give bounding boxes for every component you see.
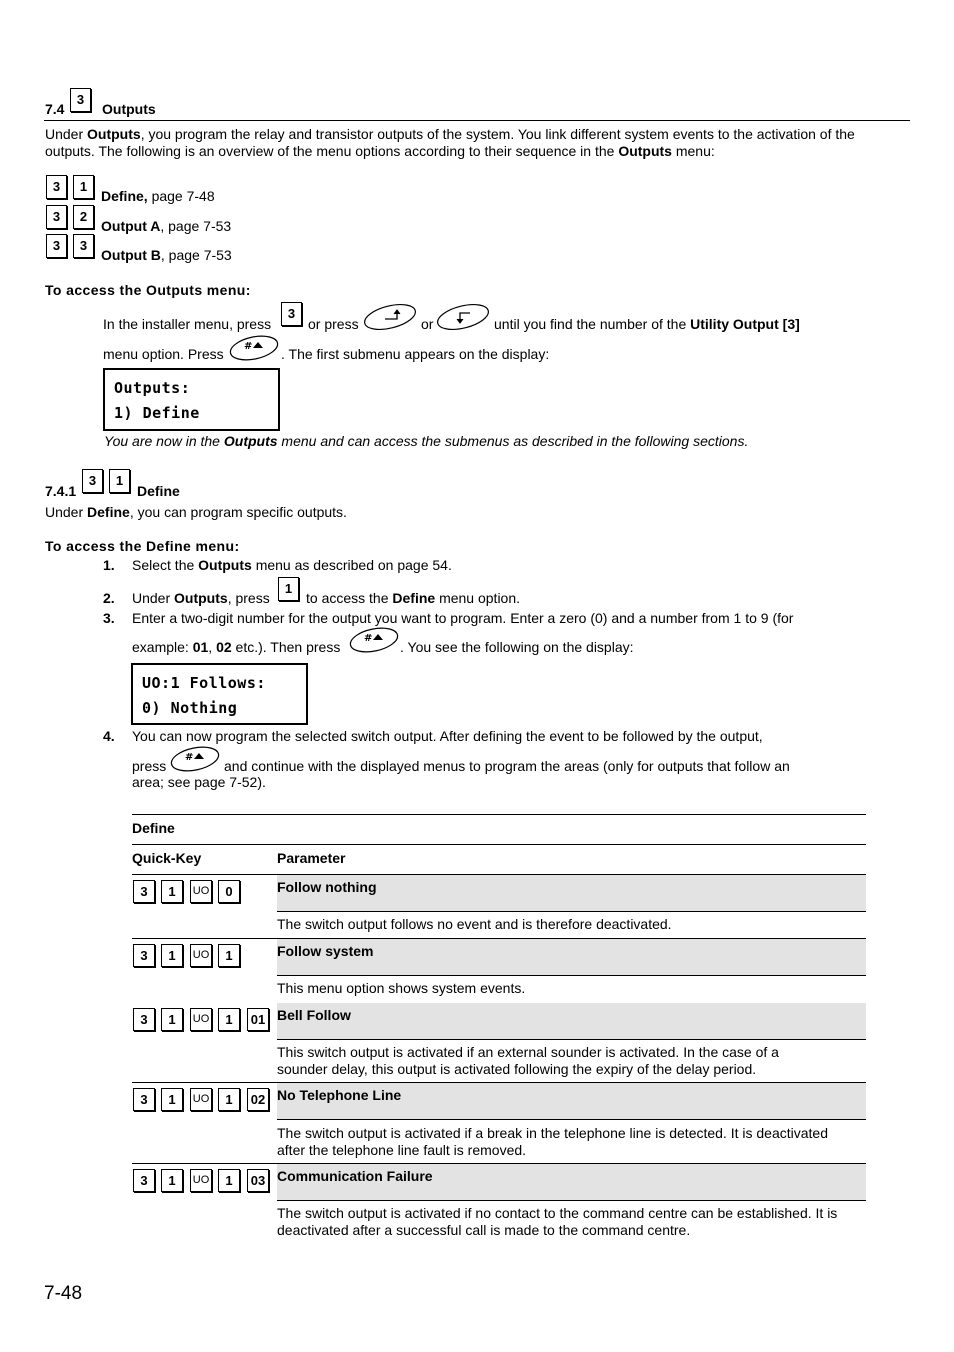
- quick-key: 1: [161, 1008, 183, 1031]
- access-define-heading: To access the Define menu:: [45, 538, 240, 554]
- note-bold: Outputs: [223, 433, 278, 449]
- parameter-name: [277, 939, 866, 975]
- step-text: . You see the following on the display:: [400, 639, 634, 655]
- parameter-description: [277, 980, 862, 997]
- instruction-bold: Utility Output [3]: [690, 316, 800, 332]
- quick-key: 0: [218, 880, 240, 903]
- description-line: The switch output is activated if a break in the telephone line is detected. It is deactivated: [277, 1125, 828, 1141]
- step-text: press: [132, 758, 167, 774]
- svg-text:#: #: [244, 341, 253, 352]
- quick-key: 02: [247, 1088, 269, 1111]
- step-text: Enter a two-digit number for the output you want to program. Enter a zero (0) and a number from 1 to 9 (for: [132, 610, 794, 626]
- instruction-text: menu option. Press: [103, 346, 224, 362]
- parameter-description: [277, 1044, 862, 1078]
- arrow-up-key-icon: [363, 299, 421, 331]
- description-line: This menu option shows system events.: [277, 980, 526, 996]
- subsection-heading: [45, 469, 345, 499]
- table-caption: Define: [132, 820, 175, 836]
- menu-key: 1: [73, 175, 94, 199]
- table-header-parameter: Parameter: [277, 850, 346, 866]
- lcd-line: 1) Define: [114, 404, 200, 422]
- access-outputs-line2: [103, 332, 903, 364]
- quick-key: 01: [247, 1008, 269, 1031]
- table-rule: [277, 911, 866, 912]
- step-text: area; see page 7-52).: [132, 774, 266, 790]
- instruction-text: or: [421, 316, 434, 332]
- quick-key: 1: [161, 880, 183, 903]
- quick-key: 1: [218, 1008, 240, 1031]
- parameter-description: [277, 1125, 862, 1159]
- step-text: menu as described on page 54.: [251, 557, 452, 573]
- menu-label: Define,: [101, 188, 148, 204]
- quick-key: UO: [190, 944, 212, 967]
- intro-text: , you can program specific outputs.: [129, 504, 347, 520]
- intro-text: , you program the relay and transistor outputs of the system. You link different system events to the activation of the: [140, 126, 855, 142]
- step-3: [103, 610, 903, 660]
- menu-key: 3: [46, 205, 67, 229]
- menu-overview-item: [46, 234, 346, 262]
- lcd-display-define: [131, 663, 308, 725]
- step-text: example:: [132, 639, 193, 655]
- hash-key-icon: [170, 743, 222, 773]
- step-bold: Outputs: [198, 557, 252, 573]
- intro-text: menu:: [671, 142, 715, 159]
- step-2: [103, 577, 903, 607]
- parameter-name: [277, 1003, 866, 1039]
- menu-label: Output A: [101, 218, 161, 234]
- step-bold: 02: [216, 639, 232, 655]
- table-rule: [277, 975, 866, 976]
- quick-key: 1: [218, 1088, 240, 1111]
- menu-page: , page 7-53: [160, 218, 232, 234]
- instruction-text: or press: [308, 316, 359, 332]
- svg-text:#: #: [364, 633, 373, 644]
- quick-key: 3: [133, 944, 155, 967]
- table-rule: [132, 814, 866, 815]
- quick-key: UO: [190, 880, 212, 903]
- table-rule: [277, 1200, 866, 1201]
- quick-key: UO: [190, 1008, 212, 1031]
- lcd-line: UO:1 Follows:: [142, 674, 266, 692]
- step-text: Under: [132, 590, 175, 606]
- quick-key: 1: [218, 944, 240, 967]
- quick-key: 1: [161, 1088, 183, 1111]
- parameter-name: [277, 875, 866, 911]
- section-key: 3: [70, 88, 91, 112]
- parameter-label: Follow nothing: [277, 879, 377, 895]
- access-outputs-heading: To access the Outputs menu:: [45, 282, 251, 298]
- step-text: , press: [227, 590, 270, 606]
- table-header-quick-key: Quick-Key: [132, 850, 202, 866]
- instruction-text: In the installer menu, press: [103, 316, 272, 332]
- quick-key: 1: [161, 1169, 183, 1192]
- svg-text:#: #: [185, 752, 194, 763]
- menu-key: 3: [73, 234, 94, 258]
- section-title: Outputs: [102, 101, 156, 117]
- quick-key: UO: [190, 1088, 212, 1111]
- menu-key: 3: [46, 234, 67, 258]
- section-intro: [45, 126, 905, 159]
- intro-bold: Define: [87, 504, 130, 520]
- parameter-description: [277, 1205, 862, 1239]
- quick-key: 03: [247, 1169, 269, 1192]
- step-text: ,: [208, 639, 217, 655]
- subsection-number: 7.4.1: [45, 483, 77, 499]
- page-number: 7-48: [44, 1283, 83, 1304]
- menu-overview-item: [46, 175, 346, 203]
- parameter-label: Communication Failure: [277, 1168, 433, 1184]
- section-number: 7.4: [45, 101, 65, 117]
- lcd-line: 0) Nothing: [142, 699, 238, 717]
- parameter-label: No Telephone Line: [277, 1087, 402, 1103]
- quick-key: 3: [133, 1008, 155, 1031]
- instruction-text: until you find the number of the: [494, 316, 691, 332]
- step-number: 1.: [103, 557, 115, 573]
- step-bold: 01: [192, 639, 209, 655]
- quick-key: 1: [161, 944, 183, 967]
- quick-key: 1: [218, 1169, 240, 1192]
- description-line: sounder delay, this output is activated following the expiry of the delay period.: [277, 1061, 757, 1077]
- intro-text: Under: [45, 126, 88, 142]
- step-number: 3.: [103, 610, 115, 626]
- parameter-label: Bell Follow: [277, 1007, 351, 1023]
- subsection-intro: [45, 504, 347, 520]
- step-number: 4.: [103, 728, 115, 744]
- description-line: The switch output follows no event and is therefore deactivated.: [277, 916, 672, 932]
- intro-text: Under: [45, 504, 88, 520]
- lcd-line: Outputs:: [114, 379, 191, 397]
- intro-text: outputs. The following is an overview of the menu options according to their sequence in the: [45, 142, 619, 159]
- quick-key: 3: [133, 1088, 155, 1111]
- description-line: after the telephone line fault is removed.: [277, 1142, 527, 1158]
- menu-page: page 7-48: [147, 188, 215, 204]
- table-rule: [277, 1119, 866, 1120]
- arrow-down-key-icon: [436, 299, 494, 331]
- quick-key: 3: [133, 880, 155, 903]
- step-number: 2.: [103, 590, 115, 606]
- quick-key: 3: [133, 1169, 155, 1192]
- subsection-title: Define: [137, 483, 180, 499]
- intro-bold: Outputs: [87, 126, 141, 142]
- description-line: deactivated after a successful call is made to the command centre.: [277, 1222, 691, 1238]
- hash-key-icon: [349, 624, 401, 654]
- step-bold: Define: [392, 590, 436, 606]
- step-1: [103, 557, 903, 577]
- table-rule: [277, 1039, 866, 1040]
- instruction-key: 3: [281, 302, 302, 326]
- menu-label: Output B: [101, 247, 161, 263]
- step-4: [103, 728, 903, 793]
- step-text: to access the: [306, 590, 393, 606]
- menu-key: 3: [46, 175, 67, 199]
- instruction-text: . The first submenu appears on the display:: [281, 346, 550, 362]
- description-line: This switch output is activated if an external sounder is activated. In the case of a: [277, 1044, 779, 1060]
- step-text: and continue with the displayed menus to program the areas (only for outputs that follow an: [224, 758, 790, 774]
- lcd-display-outputs: [103, 368, 280, 431]
- step-key: 1: [278, 577, 299, 601]
- note-text: You are now in the: [104, 433, 224, 449]
- parameter-name: [277, 1164, 866, 1200]
- menu-page: , page 7-53: [160, 247, 232, 263]
- step-text: You can now program the selected switch output. After defining the event to be followed by the output,: [132, 728, 763, 744]
- subsection-key: 1: [109, 469, 130, 493]
- parameter-label: Follow system: [277, 943, 374, 959]
- step-text: menu option.: [435, 590, 521, 606]
- parameter-description: [277, 916, 862, 933]
- quick-key: UO: [190, 1169, 212, 1192]
- menu-key: 2: [73, 205, 94, 229]
- step-text: etc.). Then press: [231, 639, 341, 655]
- note-text: menu and can access the submenus as described in the following sections.: [277, 433, 749, 449]
- menu-overview-item: [46, 205, 346, 233]
- section-rule: [44, 120, 910, 121]
- table-rule: [132, 844, 866, 845]
- parameter-name: [277, 1083, 866, 1119]
- intro-bold: Outputs: [618, 142, 672, 159]
- subsection-key: 3: [82, 469, 103, 493]
- access-outputs-line1: [103, 298, 903, 334]
- hash-key-icon: [229, 332, 281, 362]
- access-outputs-note: [104, 433, 748, 449]
- step-text: Select the: [132, 557, 199, 573]
- description-line: The switch output is activated if no contact to the command centre can be established. It is: [277, 1205, 838, 1221]
- step-bold: Outputs: [174, 590, 228, 606]
